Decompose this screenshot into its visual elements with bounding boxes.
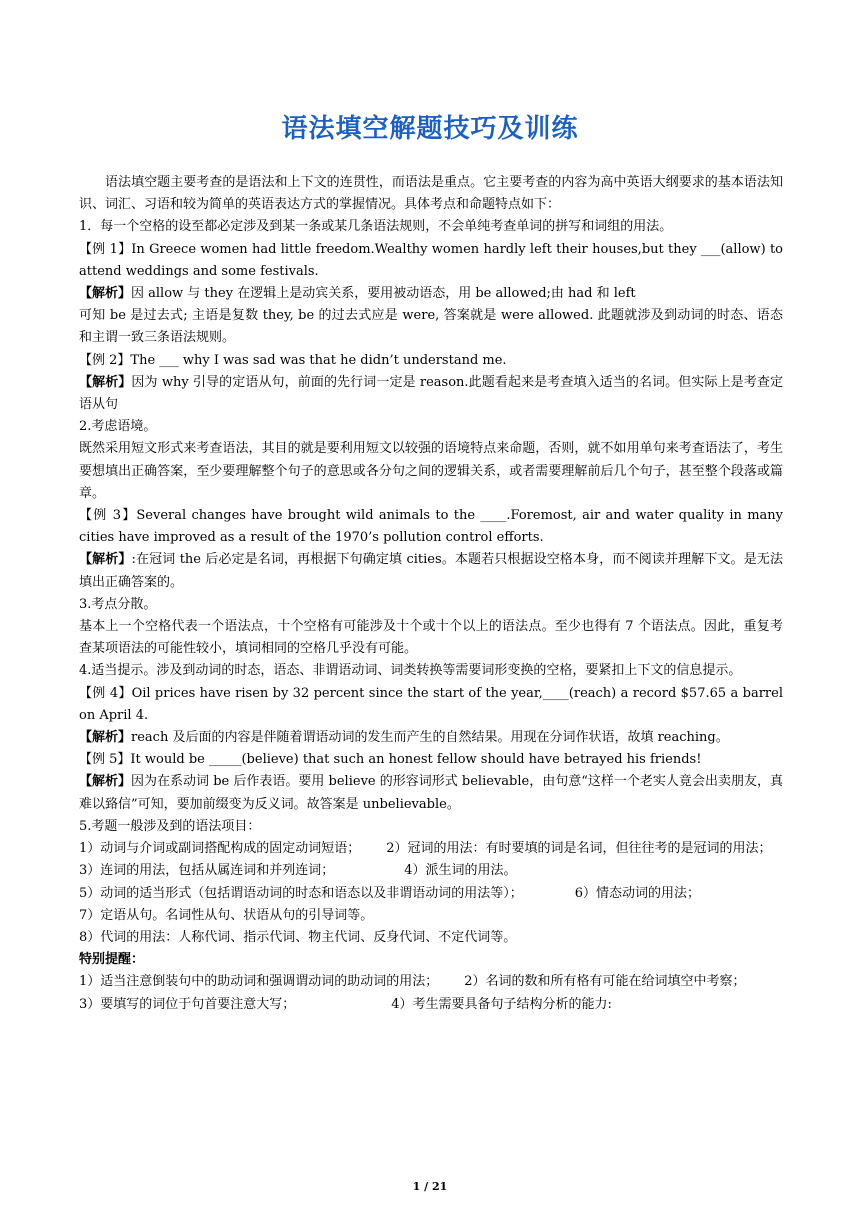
example-3: 【例 3】Several changes have brought wild animals to the ____.Foremost, air and water quality in many cities have improved as a result of the 1970’s pollution control efforts. <box>79 508 783 546</box>
example-1: 【例 1】In Greece women had little freedom.Wealthy women hardly left their houses,but they ___(allow) to attend weddings and some festivals. <box>79 241 783 279</box>
analysis-1-cont: 可知 be 是过去式; 主语是复数 they, be 的过去式应是 were, 答案就是 were allowed. 此题就涉及到动词的时态、语态和主谓一致三条语法规则。 <box>79 308 783 346</box>
tips-1-2: 1）适当注意倒装句中的助动词和强调谓动词的助动词的用法； 2）名词的数和所有格有可能在给词填空中考察； <box>79 974 746 990</box>
point-2: 2.考虑语境。 <box>79 419 157 435</box>
analysis-label: 【解析】 <box>79 730 132 746</box>
document-body <box>79 172 783 1016</box>
page-title: 语法填空解题技巧及训练 <box>281 114 579 144</box>
grammar-item-7: 7）定语从句。名词性从句、状语从句的引导词等。 <box>79 907 374 923</box>
grammar-items-5-6: 5）动词的适当形式（包括谓语动词的时态和语态以及非谓语动词的用法等）； 6）情态动词的用法； <box>79 885 701 901</box>
example-4: 【例 4】Oil prices have risen by 32 percent since the start of the year,____(reach) a record $57.65 a barrel on April 4. <box>79 685 783 723</box>
analysis-4: 【解析】reach 及后面的内容是伴随着谓语动词的发生而产生的自然结果。用现在分词作状语，故填 reaching。 <box>79 730 729 746</box>
example-2: 【例 2】The ___ why I was sad was that he didn’t understand me. <box>79 352 507 368</box>
example-5: 【例 5】It would be _____(believe) that such an honest fellow should have betrayed his friends! <box>79 752 702 768</box>
page-number: 1 / 21 <box>412 1180 448 1193</box>
analysis-label: 【解析】 <box>79 774 132 790</box>
analysis-3: 【解析】:在冠词 the 后必定是名词，再根据下句确定填 cities。本题若只根据设空格本身，而不阅读并理解下文。是无法填出正确答案的。 <box>79 552 783 590</box>
analysis-5: 【解析】因为在系动词 be 后作表语。要用 believe 的形容词形式 believable，由句意“这样一个老实人竟会出卖朋友，真难以臵信”可知，要加前缀变为反义词。故答案是 unbelievable。 <box>79 774 783 812</box>
analysis-2: 【解析】因为 why 引导的定语从句，前面的先行词一定是 reason.此题看起来是考查填入适当的名词。但实际上是考查定语从句 <box>79 374 783 413</box>
grammar-item-8: 8）代词的用法：人称代词、指示代词、物主代词、反身代词、不定代词等。 <box>79 929 517 945</box>
tips-3-4: 3）要填写的词位于句首要注意大写； 4）考生需要具备句子结构分析的能力: <box>79 996 612 1012</box>
point-5: 5.考题一般涉及到的语法项目： <box>79 818 261 834</box>
analysis-label: 【解析】 <box>79 552 132 568</box>
analysis-label: 【解析】 <box>79 374 132 390</box>
point-4: 4.适当提示。涉及到动词的时态，语态、非谓语动词、词类转换等需要词形变换的空格，要紧扣上下文的信息提示。 <box>79 663 742 679</box>
grammar-items-3-4: 3）连词的用法，包括从属连词和并列连词； 4）派生词的用法。 <box>79 863 517 879</box>
point-2-text: 既然采用短文形式来考查语法，其目的就是要利用短文以较强的语境特点来命题，否则，就不如用单句来考查语法了，考生要想填出正确答案，至少要理解整个句子的意思或各分句之间的逻辑关系，或者需要理解前后几个句子，甚至整个段落或篇章。 <box>79 441 783 501</box>
analysis-1: 【解析】因 allow 与 they 在逻辑上是动宾关系，要用被动语态，用 be allowed;由 had 和 left <box>79 286 636 302</box>
point-3: 3.考点分散。 <box>79 596 157 612</box>
special-reminder-heading: 特别提醒： <box>79 952 145 968</box>
grammar-items-1-2: 1）动词与介词或副词搭配构成的固定动词短语； 2）冠词的用法：有时要填的词是名词，但往往考的是冠词的用法； <box>79 841 772 857</box>
intro-paragraph: 语法填空题主要考查的是语法和上下文的连贯性，而语法是重点。它主要考查的内容为高中英语大纲要求的基本语法知识、词汇、习语和较为简单的英语表达方式的掌握情况。具体考点和命题特点如下： <box>79 175 783 213</box>
analysis-label: 【解析】 <box>79 286 132 302</box>
point-3-text: 基本上一个空格代表一个语法点，十个空格有可能涉及十个或十个以上的语法点。至少也得有 7 个语法点。因此，重复考查某项语法的可能性较小，填词相同的空格几乎没有可能。 <box>79 619 783 657</box>
point-1: 1．每一个空格的设至都必定涉及到某一条或某几条语法规则，不会单纯考查单词的拼写和词组的用法。 <box>79 219 673 235</box>
